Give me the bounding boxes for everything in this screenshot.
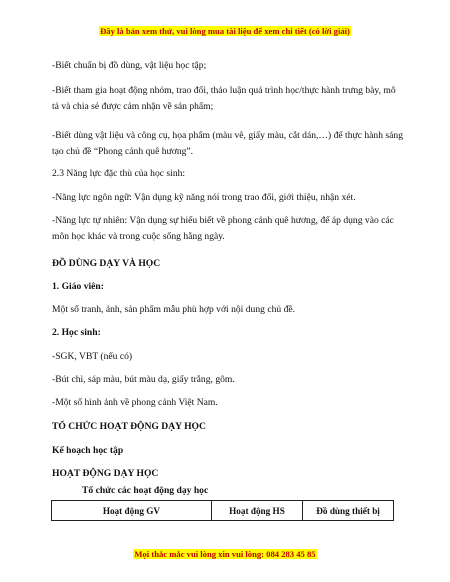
- heading-teaching-activities: HOẠT ĐỘNG DẠY HỌC: [52, 468, 159, 479]
- heading-learning-plan: Kế hoạch học tập: [52, 445, 124, 456]
- table-header-equipment: Đồ dùng thiết bị: [303, 501, 394, 521]
- paragraph-use-materials: -Biết dùng vật liệu và công cụ, họa phẩm (màu vẽ, giấy màu, cắt dán,…) để thực hành sáng tạo chủ đề “Phong cảnh quê hương”.: [52, 130, 404, 157]
- table-header-student-activity: Hoạt động HS: [211, 501, 302, 521]
- paragraph-nature-competence: -Năng lực tự nhiên: Vận dụng sự hiểu biết về phong cảnh quê hương, để áp dụng vào các môn học khác và trong cuộc sống hằng ngày.: [52, 215, 394, 242]
- paragraph-group-activity: -Biết tham gia hoạt động nhóm, trao đổi, thảo luận quá trình học/thực hành trưng bày, mô tả và chia sẻ được cảm nhận về sản phẩm;: [52, 85, 396, 112]
- paragraph-textbooks: -SGK, VBT (nếu có): [52, 351, 133, 362]
- contact-footer-text: Mọi thắc mắc vui lòng xin vui lòng: 084 283 45 85: [134, 549, 316, 559]
- paragraph-language-competence: -Năng lực ngôn ngữ: Vận dụng kỹ năng nói trong trao đổi, giới thiệu, nhận xét.: [52, 192, 356, 203]
- heading-teaching-materials: ĐỒ DÙNG DẠY VÀ HỌC: [52, 258, 161, 269]
- paragraph-drawing-tools: -Bút chì, sáp màu, bút màu dạ, giấy trắng, gôm.: [52, 374, 235, 385]
- heading-organize-teaching: Tổ chức các hoạt động dạy học: [82, 485, 209, 496]
- preview-notice-text: Đây là bản xem thử, vui lòng mua tài liệu để xem chi tiết (có lời giải): [100, 26, 350, 36]
- heading-students: 2. Học sinh:: [52, 327, 101, 338]
- paragraph-teacher-materials: Một số tranh, ảnh, sản phẩm mẫu phù hợp với nội dung chủ đề.: [52, 304, 296, 315]
- preview-notice-banner: [0, 26, 450, 36]
- table-header-teacher-activity: Hoạt động GV: [52, 501, 212, 521]
- activity-table: [51, 500, 394, 521]
- paragraph-landscape-images: -Một số hình ảnh về phong cảnh Việt Nam.: [52, 397, 218, 408]
- heading-teacher: 1. Giáo viên:: [52, 281, 104, 292]
- heading-organize-activities: TỔ CHỨC HOẠT ĐỘNG DẠY HỌC: [52, 421, 206, 432]
- contact-footer-banner: [0, 549, 450, 559]
- paragraph-prepare-materials: -Biết chuẩn bị đồ dùng, vật liệu học tập;: [52, 60, 207, 71]
- table-header-row: [52, 501, 394, 521]
- paragraph-specific-competence: 2.3 Năng lực đặc thù của học sinh:: [52, 168, 186, 179]
